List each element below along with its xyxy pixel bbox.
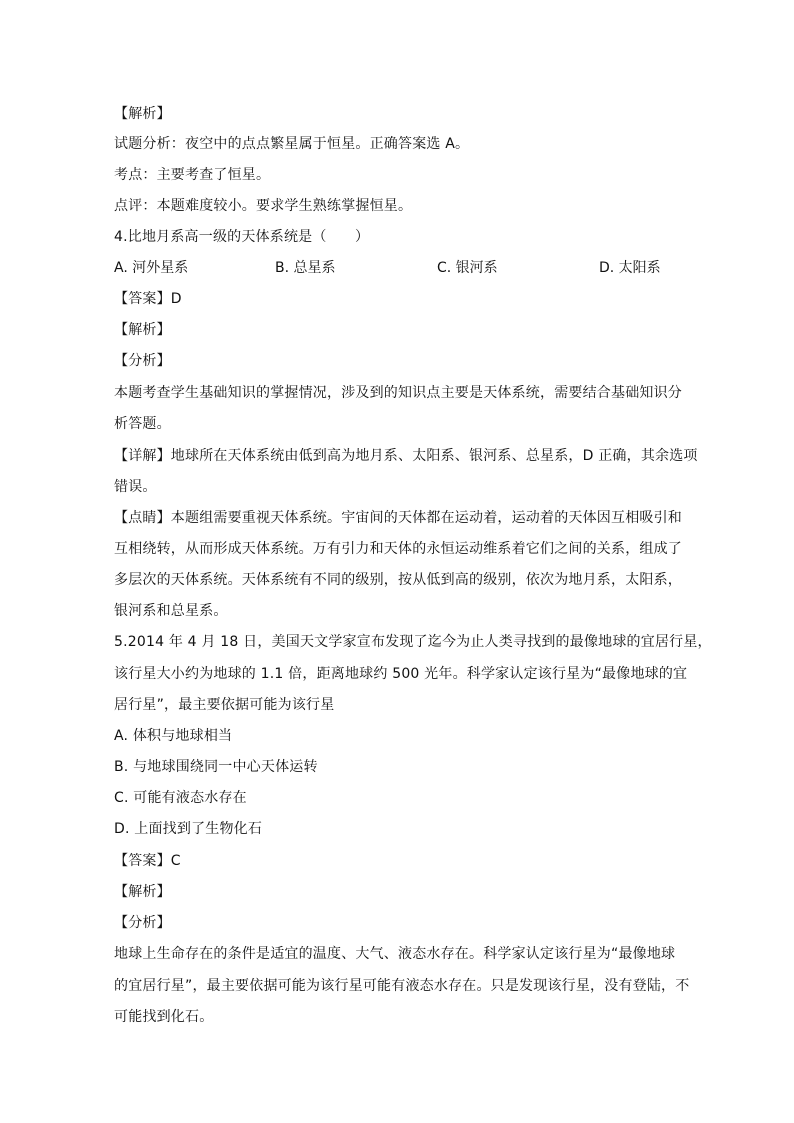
q4-answer: 【答案】D [114, 291, 182, 307]
q4-xiangjie-line: 【详解】地球所在天体系统由低到高为地月系、太阳系、银河系、总星系，D 正确，其余选项 [114, 448, 698, 464]
q5-fenxi-text-line: 的宜居行星”，最主要依据可能为该行星可能有液态水存在。只是发现该行星，没有登陆，不 [114, 978, 690, 994]
q3-jiexi-heading: 【解析】 [114, 106, 171, 122]
q4-option-b: B. 总星系 [275, 260, 336, 276]
q5-stem-line: 5.2014 年 4 月 18 日，美国天文学家宣布发现了迄今为止人类寻找到的最像地球的宜居行星， [114, 634, 712, 650]
q4-dianjing-line: 互相绕转，从而形成天体系统。万有引力和天体的永恒运动维系着它们之间的关系，组成了 [114, 541, 682, 557]
q4-option-c: C. 银河系 [437, 260, 498, 276]
q5-fenxi-text-line: 可能找到化石。 [114, 1009, 214, 1025]
q4-xiangjie-line: 错误。 [114, 479, 157, 495]
q4-dianjing-line: 银河系和总星系。 [114, 603, 228, 619]
q3-kaodian: 考点：主要考查了恒星。 [114, 167, 271, 183]
q4-stem: 4.比地月系高一级的天体系统是（ ） [114, 229, 370, 245]
q5-option-d: D. 上面找到了生物化石 [114, 821, 263, 837]
q5-option-b: B. 与地球围绕同一中心天体运转 [114, 759, 318, 775]
q5-stem-line: 该行星大小约为地球的 1.1 倍，距离地球约 500 光年。科学家认定该行星为“最像地球的宜 [114, 666, 688, 682]
q4-fenxi-heading: 【分析】 [114, 353, 171, 369]
q5-answer: 【答案】C [114, 853, 181, 869]
q5-option-a: A. 体积与地球相当 [114, 728, 233, 744]
q3-pingyu: 点评：本题难度较小。要求学生熟练掌握恒星。 [114, 198, 413, 214]
q4-fenxi-text-line: 析答题。 [114, 416, 171, 432]
q4-jiexi-heading: 【解析】 [114, 322, 171, 338]
q4-option-d: D. 太阳系 [599, 260, 661, 276]
q5-fenxi-text-line: 地球上生命存在的条件是适宜的温度、大气、液态水存在。科学家认定该行星为“最像地球 [114, 946, 676, 962]
q4-dianjing-line: 多层次的天体系统。天体系统有不同的级别，按从低到高的级别，依次为地月系，太阳系， [114, 572, 682, 588]
q5-jiexi-heading: 【解析】 [114, 884, 171, 900]
q5-option-c: C. 可能有液态水存在 [114, 790, 247, 806]
q3-analysis: 试题分析：夜空中的点点繁星属于恒星。正确答案选 A。 [114, 136, 470, 152]
q5-fenxi-heading: 【分析】 [114, 915, 171, 931]
q4-dianjing-line: 【点睛】本题组需要重视天体系统。宇宙间的天体都在运动着，运动着的天体因互相吸引和 [114, 510, 682, 526]
q4-option-a: A. 河外星系 [114, 260, 189, 276]
q5-stem-line: 居行星”，最主要依据可能为该行星 [114, 697, 335, 713]
q4-fenxi-text-line: 本题考查学生基础知识的掌握情况，涉及到的知识点主要是天体系统，需要结合基础知识分 [114, 385, 682, 401]
